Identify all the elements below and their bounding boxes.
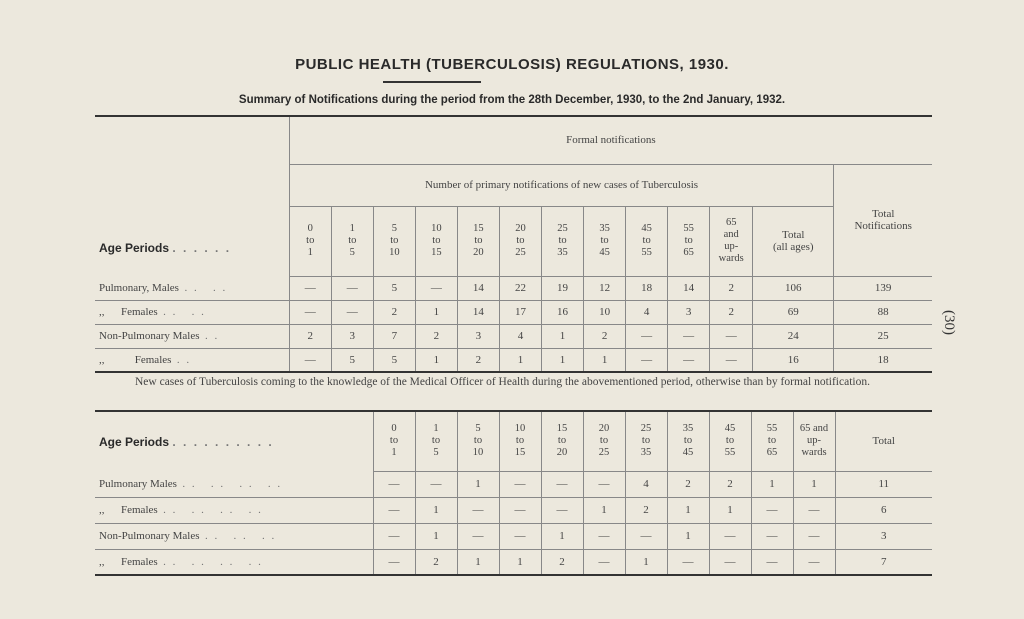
- age-col-header-2: [625, 411, 667, 471]
- table-cell: 14: [668, 276, 710, 300]
- row-label-dots: . . . . . . . .: [182, 477, 283, 490]
- row-label-dots: . . . . . . . .: [163, 555, 263, 568]
- age-col-header-2: [457, 411, 499, 471]
- total-all-ages-header-line: (all ages): [772, 241, 814, 253]
- table-cell: —: [793, 497, 835, 523]
- table-cell: 16: [542, 300, 584, 324]
- age-col-header-2: [415, 411, 457, 471]
- age-col-header: [415, 206, 457, 276]
- age-col-header-2-line: 45: [682, 447, 694, 459]
- age-col-header-line: 65: [683, 247, 694, 258]
- table-cell: 1: [499, 348, 541, 372]
- table-cell: —: [499, 497, 541, 523]
- row-label-text: ,, Females: [99, 353, 172, 366]
- table-cell: —: [415, 471, 457, 497]
- table-cell: —: [331, 300, 373, 324]
- table-cell: 1: [415, 300, 457, 324]
- table-row: [95, 523, 932, 549]
- row-label-text: Non-Pulmonary Males: [99, 330, 200, 342]
- table-cell: 1: [584, 348, 626, 372]
- age-col-header-2-line: 0: [391, 423, 397, 435]
- age-col-header: [584, 206, 626, 276]
- table-cell: 2: [625, 497, 667, 523]
- age-col-header: [668, 206, 710, 276]
- row-label-text: ,, Females: [99, 504, 158, 516]
- table-cell: 4: [625, 471, 667, 497]
- table-row: [95, 300, 932, 324]
- table-cell: 2: [373, 300, 415, 324]
- notifications-cell: 18: [834, 348, 932, 372]
- age-col-header-line: to: [432, 235, 441, 246]
- total-all-ages-header-line: Total: [782, 229, 805, 241]
- age-col-header-2-line: to: [515, 435, 525, 447]
- table-cell: 2: [710, 276, 753, 300]
- table-cell: 4: [626, 300, 668, 324]
- document-subtitle: Summary of Notifications during the period from the 28th December, 1930, to the 2nd January, 1932.: [238, 94, 786, 106]
- age-col-header: [542, 206, 584, 276]
- age-col-header-2-line: 55: [724, 447, 736, 459]
- age-col-header-line: 25: [515, 247, 526, 258]
- age-col-header-line: 35: [599, 223, 610, 234]
- age-col-header-line: to: [642, 235, 651, 246]
- table-row: [95, 324, 932, 348]
- row-label-text: Non-Pulmonary Males: [99, 530, 200, 542]
- table-cell: 2: [667, 471, 709, 497]
- row-label-text: Pulmonary, Males: [99, 281, 179, 294]
- age-col-header-line: 5: [349, 247, 355, 258]
- age-col-header-2-line: 1: [391, 447, 397, 459]
- table-cell: 1: [667, 497, 709, 523]
- age-col-header-2-line: to: [767, 435, 777, 447]
- age-col-header-line: 15: [431, 247, 442, 258]
- age-col-header: [457, 206, 499, 276]
- table-cell: —: [710, 324, 753, 348]
- table-cell: —: [709, 549, 751, 575]
- table-cell: 3: [457, 324, 499, 348]
- table-cell: —: [793, 523, 835, 549]
- age-col-header-2-line: to: [599, 435, 609, 447]
- row-label-dots: . . . .: [184, 281, 228, 294]
- table-cell: —: [541, 471, 583, 497]
- table-cell: 1: [709, 497, 751, 523]
- age-col-header-2-line: 35: [682, 423, 694, 435]
- total-cell: 7: [835, 549, 932, 575]
- total-cell: 16: [753, 348, 834, 372]
- age-col-header-2-line: to: [725, 435, 735, 447]
- table-cell: —: [626, 348, 668, 372]
- age-col-header-2: [583, 411, 625, 471]
- table-cell: 12: [584, 276, 626, 300]
- other-notifications-table: [95, 410, 932, 576]
- age-col-header-2: [709, 411, 751, 471]
- table-cell: —: [289, 348, 331, 372]
- row-label: [95, 300, 289, 324]
- age-col-header-2-line: 15: [514, 447, 526, 459]
- total-all-ages-header: [753, 206, 834, 276]
- age-col-header-2-line: 20: [598, 423, 610, 435]
- total-notifications-line: Total: [871, 208, 895, 220]
- table-cell: —: [289, 276, 331, 300]
- total-cell: 106: [753, 276, 834, 300]
- total-cell: 11: [835, 471, 932, 497]
- table-cell: —: [626, 324, 668, 348]
- age-col-header-line: 0: [307, 223, 313, 234]
- age-col-header-2: [793, 411, 835, 471]
- table-cell: 1: [667, 523, 709, 549]
- table-cell: —: [373, 523, 415, 549]
- table-cell: —: [373, 497, 415, 523]
- age-col-header-2: [373, 411, 415, 471]
- row-label: [95, 523, 373, 549]
- age-col-header-2-line: to: [557, 435, 567, 447]
- age-col-header-line: 20: [515, 223, 526, 234]
- table-row: [95, 549, 932, 575]
- row-label-text: Pulmonary Males: [99, 477, 177, 490]
- table-cell: 14: [457, 300, 499, 324]
- age-col-header-2-line: 15: [556, 423, 568, 435]
- age-col-header-line: 1: [307, 247, 313, 258]
- age-col-header: [710, 206, 753, 276]
- table-cell: 1: [415, 497, 457, 523]
- age-col-header-2-line: 35: [640, 447, 652, 459]
- age-col-header-2-line: 25: [640, 423, 652, 435]
- table-cell: —: [667, 549, 709, 575]
- row-label: [95, 471, 373, 497]
- age-col-header-2-line: 10: [514, 423, 526, 435]
- age-col-header-line: 25: [557, 223, 568, 234]
- table-cell: —: [668, 324, 710, 348]
- age-col-header-line: 1: [349, 223, 355, 234]
- table-cell: —: [289, 300, 331, 324]
- total-cell: 3: [835, 523, 932, 549]
- table-cell: 2: [710, 300, 753, 324]
- table-cell: —: [499, 523, 541, 549]
- table-cell: 4: [499, 324, 541, 348]
- age-col-header-2-line: to: [473, 435, 483, 447]
- age-col-header-2-line: to: [641, 435, 651, 447]
- table-row: [95, 348, 932, 372]
- table-cell: 14: [457, 276, 499, 300]
- table-cell: —: [373, 549, 415, 575]
- age-col-header-2: [667, 411, 709, 471]
- total-cell: 6: [835, 497, 932, 523]
- age-col-header-line: to: [558, 235, 567, 246]
- age-col-header-2: [541, 411, 583, 471]
- age-col-header-2-line: 5: [433, 447, 439, 459]
- formal-notifications-header: Formal notifications: [289, 116, 932, 164]
- table-cell: 2: [415, 549, 457, 575]
- table-cell: 2: [584, 324, 626, 348]
- age-col-header-line: 65: [725, 217, 737, 228]
- row-label-text: ,, Females: [99, 555, 158, 568]
- table-cell: 5: [373, 348, 415, 372]
- table-cell: 2: [289, 324, 331, 348]
- table-cell: —: [751, 523, 793, 549]
- age-col-header-2-line: 65: [766, 447, 778, 459]
- table-cell: 5: [373, 276, 415, 300]
- total-notifications-line: Notifications: [854, 220, 912, 232]
- notifications-cell: 88: [834, 300, 932, 324]
- table-cell: —: [499, 471, 541, 497]
- row-label: [95, 348, 289, 372]
- row-label-dots: . . . .: [163, 306, 206, 318]
- age-col-header-2-line: 55: [766, 423, 778, 435]
- row-label-dots: . .: [205, 330, 220, 342]
- row-label-dots: . .: [176, 353, 192, 366]
- age-col-header-line: and: [723, 229, 739, 240]
- age-col-header: [373, 206, 415, 276]
- table-cell: 1: [793, 471, 835, 497]
- age-periods-header: Age Periods . . . . . .: [99, 241, 232, 255]
- age-col-header-2-line: to: [431, 435, 441, 447]
- primary-notifications-header: Number of primary notifications of new cases of Tuberculosis: [289, 164, 834, 206]
- age-col-header-line: 45: [599, 247, 610, 258]
- row-label-dots: . . . . . . . .: [163, 504, 263, 516]
- table-cell: 2: [415, 324, 457, 348]
- age-col-header-line: 10: [431, 223, 442, 234]
- table-cell: —: [583, 549, 625, 575]
- total-cell: 69: [753, 300, 834, 324]
- age-col-header-line: to: [600, 235, 609, 246]
- age-col-header-2-line: 65 and: [799, 423, 829, 435]
- table-cell: —: [541, 497, 583, 523]
- title-rule: [383, 81, 481, 83]
- age-col-header-2-line: 45: [724, 423, 736, 435]
- age-col-header-2: [499, 411, 541, 471]
- age-col-header-2-line: 10: [472, 447, 484, 459]
- age-col-header-2: [751, 411, 793, 471]
- age-col-header-line: to: [684, 235, 693, 246]
- table-cell: 10: [584, 300, 626, 324]
- table-cell: —: [373, 471, 415, 497]
- table-cell: —: [668, 348, 710, 372]
- table-cell: —: [331, 276, 373, 300]
- table-cell: —: [583, 523, 625, 549]
- age-col-header: [289, 206, 331, 276]
- table-cell: —: [709, 523, 751, 549]
- document-title: PUBLIC HEALTH (TUBERCULOSIS) REGULATIONS, 1930.: [295, 56, 729, 73]
- age-col-header: [499, 206, 541, 276]
- table-cell: 1: [541, 523, 583, 549]
- row-label-dots: . . . . . .: [205, 530, 277, 542]
- table-cell: 3: [668, 300, 710, 324]
- total-header-2: Total: [835, 411, 932, 471]
- age-col-header-2-line: up-: [807, 435, 821, 447]
- table-cell: 5: [331, 348, 373, 372]
- table-cell: 1: [583, 497, 625, 523]
- age-col-header-line: to: [474, 235, 483, 246]
- age-col-header-line: 15: [473, 223, 484, 234]
- table-cell: 1: [751, 471, 793, 497]
- age-periods-header-2: Age Periods . . . . . . . . . .: [99, 434, 274, 449]
- table-cell: —: [751, 497, 793, 523]
- age-col-header-2-line: wards: [801, 447, 827, 459]
- age-col-header: [331, 206, 373, 276]
- notifications-cell: 25: [834, 324, 932, 348]
- table-cell: —: [751, 549, 793, 575]
- table-cell: 2: [541, 549, 583, 575]
- table-cell: 1: [542, 324, 584, 348]
- table-cell: 3: [331, 324, 373, 348]
- table-cell: 1: [499, 549, 541, 575]
- age-col-header-line: 20: [473, 247, 484, 258]
- total-notifications-header: [834, 164, 932, 276]
- table-cell: 1: [415, 523, 457, 549]
- table-cell: —: [457, 523, 499, 549]
- table-cell: —: [415, 276, 457, 300]
- age-col-header-2-line: 25: [598, 447, 610, 459]
- age-col-header-line: 55: [641, 247, 652, 258]
- table-cell: —: [625, 523, 667, 549]
- age-col-header-line: 35: [557, 247, 568, 258]
- table-cell: 1: [415, 348, 457, 372]
- table-cell: 1: [457, 471, 499, 497]
- total-cell: 24: [753, 324, 834, 348]
- table-cell: —: [457, 497, 499, 523]
- table-cell: 19: [542, 276, 584, 300]
- table-cell: —: [710, 348, 753, 372]
- age-col-header-2-line: 5: [475, 423, 481, 435]
- table-cell: 1: [457, 549, 499, 575]
- table-cell: 17: [499, 300, 541, 324]
- age-col-header-line: up-: [724, 241, 739, 252]
- table-cell: 1: [542, 348, 584, 372]
- table-cell: 2: [709, 471, 751, 497]
- age-col-header: [626, 206, 668, 276]
- age-col-header-2-line: to: [683, 435, 693, 447]
- age-col-header-line: to: [348, 235, 357, 246]
- age-col-header-line: 10: [389, 247, 400, 258]
- table-row: [95, 497, 932, 523]
- table-cell: —: [583, 471, 625, 497]
- age-col-header-line: 45: [641, 223, 652, 234]
- age-col-header-line: 5: [391, 223, 397, 234]
- formal-notifications-table: [95, 115, 932, 373]
- page-number: (30): [941, 310, 957, 335]
- age-col-header-line: 55: [683, 223, 694, 234]
- table-row: [95, 276, 932, 300]
- row-label: [95, 324, 289, 348]
- table-cell: 22: [499, 276, 541, 300]
- age-col-header-line: wards: [718, 253, 744, 264]
- row-label: [95, 276, 289, 300]
- notifications-cell: 139: [834, 276, 932, 300]
- age-col-header-line: to: [306, 235, 315, 246]
- table-row: [95, 471, 932, 497]
- age-col-header-2-line: to: [389, 435, 399, 447]
- age-col-header-2-line: 20: [556, 447, 568, 459]
- row-label: [95, 549, 373, 575]
- table-cell: 18: [626, 276, 668, 300]
- row-label: [95, 497, 373, 523]
- table-cell: 2: [457, 348, 499, 372]
- table-cell: 7: [373, 324, 415, 348]
- note-text: New cases of Tuberculosis coming to the knowledge of the Medical Officer of Health during the abovementioned period, otherwise than by formal notification.: [135, 376, 870, 388]
- age-col-header-2-line: 1: [433, 423, 439, 435]
- table-cell: —: [793, 549, 835, 575]
- age-col-header-line: to: [516, 235, 525, 246]
- table-cell: 1: [625, 549, 667, 575]
- age-col-header-line: to: [390, 235, 399, 246]
- row-label-text: ,, Females: [99, 306, 158, 318]
